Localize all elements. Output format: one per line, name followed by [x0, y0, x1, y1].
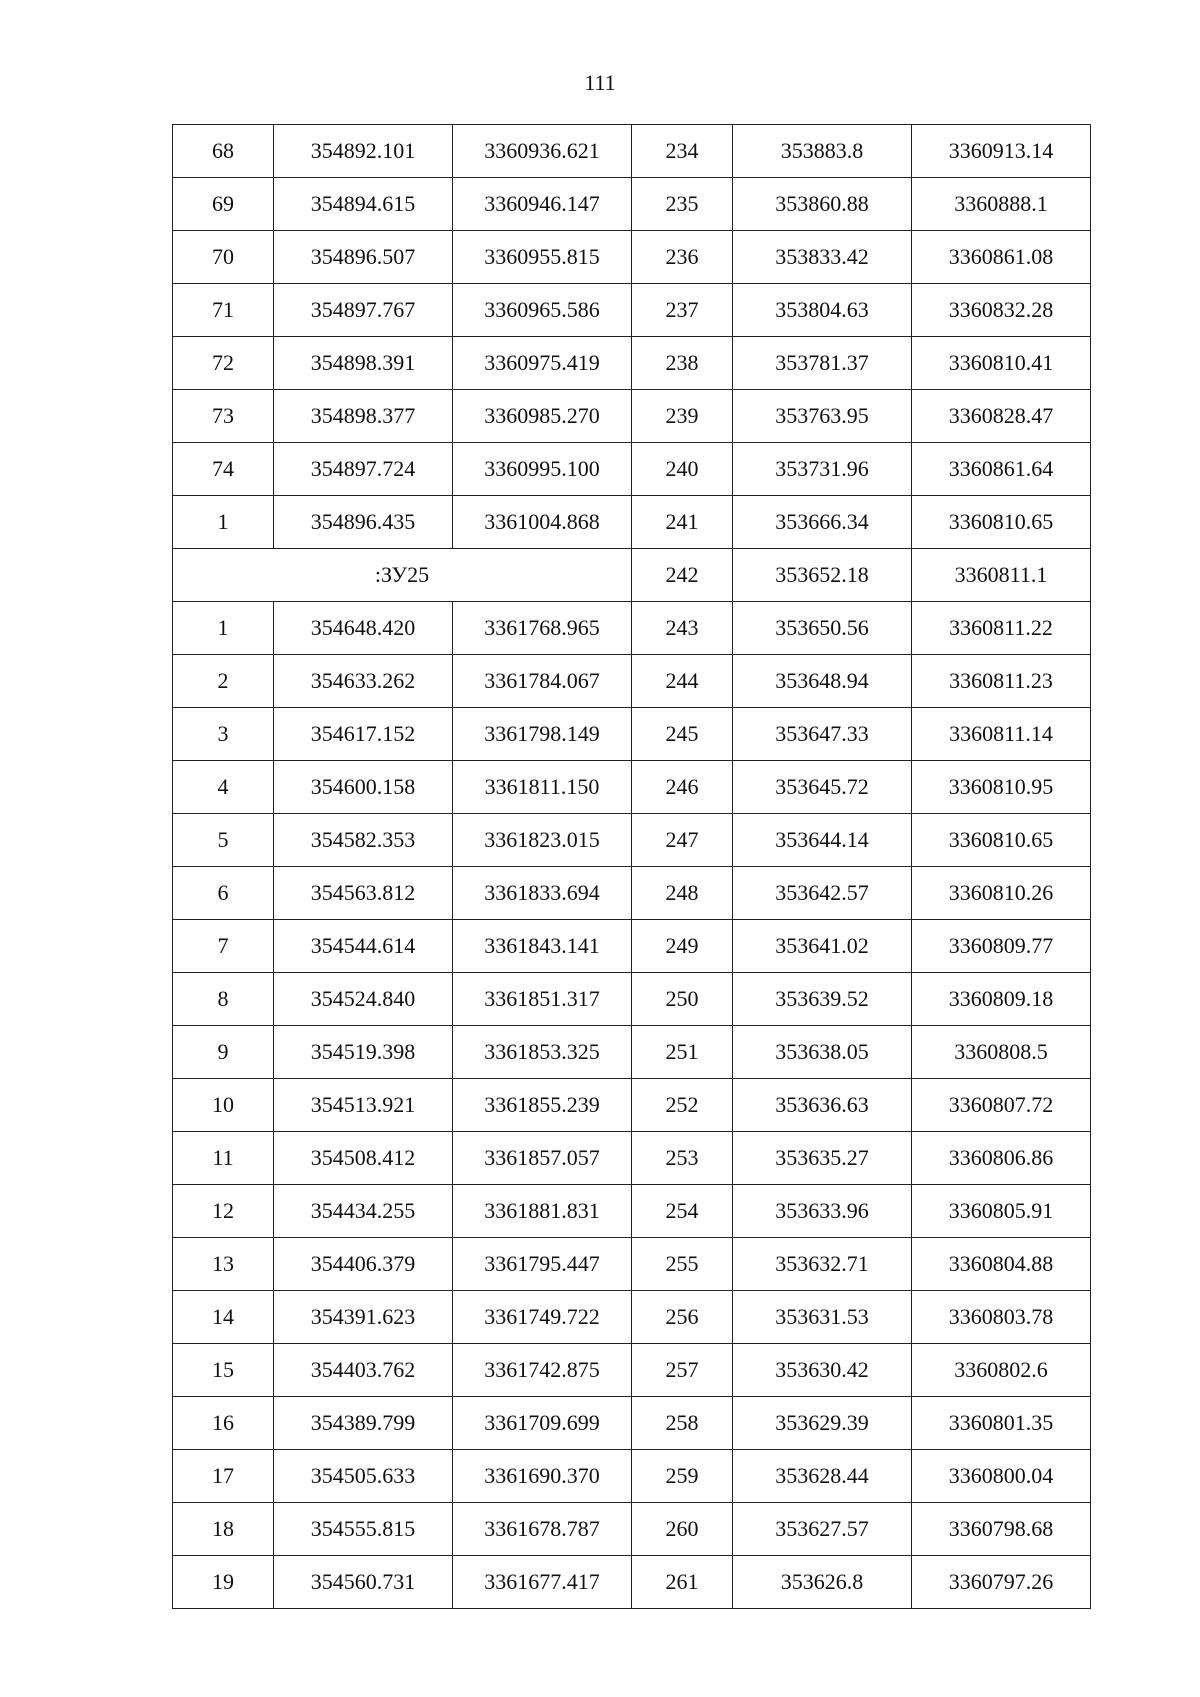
x-coordinate-cell: 353883.8 — [733, 125, 912, 178]
x-coordinate-cell: 354633.262 — [274, 655, 453, 708]
point-number-cell: 261 — [632, 1556, 733, 1609]
point-number-cell: 254 — [632, 1185, 733, 1238]
x-coordinate-cell: 353630.42 — [733, 1344, 912, 1397]
point-number-cell: 8 — [173, 973, 274, 1026]
point-number-cell: 258 — [632, 1397, 733, 1450]
x-coordinate-cell: 354648.420 — [274, 602, 453, 655]
y-coordinate-cell: 3360913.14 — [912, 125, 1091, 178]
point-number-cell: 237 — [632, 284, 733, 337]
point-number-cell: 236 — [632, 231, 733, 284]
table-row — [173, 655, 1091, 708]
x-coordinate-cell: 354600.158 — [274, 761, 453, 814]
x-coordinate-cell: 353781.37 — [733, 337, 912, 390]
y-coordinate-cell: 3360811.1 — [912, 549, 1091, 602]
y-coordinate-cell: 3360802.6 — [912, 1344, 1091, 1397]
y-coordinate-cell: 3360807.72 — [912, 1079, 1091, 1132]
y-coordinate-cell: 3361855.239 — [453, 1079, 632, 1132]
point-number-cell: 11 — [173, 1132, 274, 1185]
point-number-cell: 6 — [173, 867, 274, 920]
table-row — [173, 284, 1091, 337]
x-coordinate-cell: 353647.33 — [733, 708, 912, 761]
point-number-cell: 70 — [173, 231, 274, 284]
x-coordinate-cell: 354524.840 — [274, 973, 453, 1026]
y-coordinate-cell: 3361004.868 — [453, 496, 632, 549]
point-number-cell: 73 — [173, 390, 274, 443]
point-number-cell: 68 — [173, 125, 274, 178]
y-coordinate-cell: 3361768.965 — [453, 602, 632, 655]
y-coordinate-cell: 3361678.787 — [453, 1503, 632, 1556]
x-coordinate-cell: 353833.42 — [733, 231, 912, 284]
y-coordinate-cell: 3360811.22 — [912, 602, 1091, 655]
x-coordinate-cell: 354563.812 — [274, 867, 453, 920]
y-coordinate-cell: 3360803.78 — [912, 1291, 1091, 1344]
y-coordinate-cell: 3360805.91 — [912, 1185, 1091, 1238]
y-coordinate-cell: 3360811.23 — [912, 655, 1091, 708]
table-row — [173, 867, 1091, 920]
x-coordinate-cell: 353639.52 — [733, 973, 912, 1026]
y-coordinate-cell: 3360946.147 — [453, 178, 632, 231]
x-coordinate-cell: 354896.507 — [274, 231, 453, 284]
x-coordinate-cell: 354519.398 — [274, 1026, 453, 1079]
x-coordinate-cell: 354403.762 — [274, 1344, 453, 1397]
coordinates-table-body — [173, 125, 1091, 1609]
point-number-cell: 260 — [632, 1503, 733, 1556]
x-coordinate-cell: 353638.05 — [733, 1026, 912, 1079]
y-coordinate-cell: 3360936.621 — [453, 125, 632, 178]
y-coordinate-cell: 3361677.417 — [453, 1556, 632, 1609]
point-number-cell: 235 — [632, 178, 733, 231]
point-number-cell: 256 — [632, 1291, 733, 1344]
y-coordinate-cell: 3361851.317 — [453, 973, 632, 1026]
table-row — [173, 1344, 1091, 1397]
table-row — [173, 231, 1091, 284]
point-number-cell: 3 — [173, 708, 274, 761]
y-coordinate-cell: 3361857.057 — [453, 1132, 632, 1185]
y-coordinate-cell: 3360985.270 — [453, 390, 632, 443]
x-coordinate-cell: 354555.815 — [274, 1503, 453, 1556]
point-number-cell: 15 — [173, 1344, 274, 1397]
x-coordinate-cell: 354898.377 — [274, 390, 453, 443]
point-number-cell: 259 — [632, 1450, 733, 1503]
x-coordinate-cell: 353644.14 — [733, 814, 912, 867]
point-number-cell: 1 — [173, 602, 274, 655]
point-number-cell: 241 — [632, 496, 733, 549]
x-coordinate-cell: 353633.96 — [733, 1185, 912, 1238]
point-number-cell: 9 — [173, 1026, 274, 1079]
x-coordinate-cell: 353626.8 — [733, 1556, 912, 1609]
x-coordinate-cell: 354406.379 — [274, 1238, 453, 1291]
section-header-cell: :ЗУ25 — [173, 549, 632, 602]
table-row — [173, 761, 1091, 814]
y-coordinate-cell: 3360811.14 — [912, 708, 1091, 761]
point-number-cell: 4 — [173, 761, 274, 814]
point-number-cell: 2 — [173, 655, 274, 708]
y-coordinate-cell: 3360810.95 — [912, 761, 1091, 814]
x-coordinate-cell: 354898.391 — [274, 337, 453, 390]
point-number-cell: 1 — [173, 496, 274, 549]
y-coordinate-cell: 3360995.100 — [453, 443, 632, 496]
x-coordinate-cell: 353731.96 — [733, 443, 912, 496]
table-row — [173, 1185, 1091, 1238]
y-coordinate-cell: 3361833.694 — [453, 867, 632, 920]
point-number-cell: 69 — [173, 178, 274, 231]
point-number-cell: 239 — [632, 390, 733, 443]
point-number-cell: 234 — [632, 125, 733, 178]
y-coordinate-cell: 3361690.370 — [453, 1450, 632, 1503]
y-coordinate-cell: 3360861.08 — [912, 231, 1091, 284]
point-number-cell: 240 — [632, 443, 733, 496]
x-coordinate-cell: 353627.57 — [733, 1503, 912, 1556]
table-row — [173, 178, 1091, 231]
y-coordinate-cell: 3361798.149 — [453, 708, 632, 761]
x-coordinate-cell: 353636.63 — [733, 1079, 912, 1132]
y-coordinate-cell: 3360828.47 — [912, 390, 1091, 443]
point-number-cell: 19 — [173, 1556, 274, 1609]
x-coordinate-cell: 353641.02 — [733, 920, 912, 973]
y-coordinate-cell: 3360965.586 — [453, 284, 632, 337]
point-number-cell: 245 — [632, 708, 733, 761]
point-number-cell: 251 — [632, 1026, 733, 1079]
x-coordinate-cell: 354897.767 — [274, 284, 453, 337]
table-row — [173, 1556, 1091, 1609]
y-coordinate-cell: 3360800.04 — [912, 1450, 1091, 1503]
y-coordinate-cell: 3360801.35 — [912, 1397, 1091, 1450]
x-coordinate-cell: 353648.94 — [733, 655, 912, 708]
point-number-cell: 250 — [632, 973, 733, 1026]
y-coordinate-cell: 3361843.141 — [453, 920, 632, 973]
y-coordinate-cell: 3360797.26 — [912, 1556, 1091, 1609]
y-coordinate-cell: 3360832.28 — [912, 284, 1091, 337]
y-coordinate-cell: 3360810.65 — [912, 496, 1091, 549]
x-coordinate-cell: 354617.152 — [274, 708, 453, 761]
y-coordinate-cell: 3360808.5 — [912, 1026, 1091, 1079]
x-coordinate-cell: 353804.63 — [733, 284, 912, 337]
x-coordinate-cell: 353645.72 — [733, 761, 912, 814]
point-number-cell: 255 — [632, 1238, 733, 1291]
x-coordinate-cell: 354389.799 — [274, 1397, 453, 1450]
y-coordinate-cell: 3361811.150 — [453, 761, 632, 814]
x-coordinate-cell: 353628.44 — [733, 1450, 912, 1503]
point-number-cell: 7 — [173, 920, 274, 973]
table-row — [173, 1503, 1091, 1556]
y-coordinate-cell: 3361823.015 — [453, 814, 632, 867]
table-row — [173, 602, 1091, 655]
table-row — [173, 1079, 1091, 1132]
point-number-cell: 10 — [173, 1079, 274, 1132]
table-row — [173, 125, 1091, 178]
x-coordinate-cell: 353642.57 — [733, 867, 912, 920]
y-coordinate-cell: 3361709.699 — [453, 1397, 632, 1450]
point-number-cell: 257 — [632, 1344, 733, 1397]
table-row — [173, 337, 1091, 390]
y-coordinate-cell: 3360810.26 — [912, 867, 1091, 920]
y-coordinate-cell: 3360888.1 — [912, 178, 1091, 231]
point-number-cell: 244 — [632, 655, 733, 708]
x-coordinate-cell: 354894.615 — [274, 178, 453, 231]
y-coordinate-cell: 3360861.64 — [912, 443, 1091, 496]
x-coordinate-cell: 353763.95 — [733, 390, 912, 443]
x-coordinate-cell: 353629.39 — [733, 1397, 912, 1450]
point-number-cell: 16 — [173, 1397, 274, 1450]
table-row — [173, 973, 1091, 1026]
x-coordinate-cell: 354434.255 — [274, 1185, 453, 1238]
table-row — [173, 390, 1091, 443]
point-number-cell: 242 — [632, 549, 733, 602]
x-coordinate-cell: 353631.53 — [733, 1291, 912, 1344]
x-coordinate-cell: 353632.71 — [733, 1238, 912, 1291]
table-row — [173, 1026, 1091, 1079]
point-number-cell: 246 — [632, 761, 733, 814]
y-coordinate-cell: 3360955.815 — [453, 231, 632, 284]
x-coordinate-cell: 353635.27 — [733, 1132, 912, 1185]
x-coordinate-cell: 354513.921 — [274, 1079, 453, 1132]
coordinates-table — [172, 124, 1091, 1609]
table-row — [173, 549, 1091, 602]
point-number-cell: 72 — [173, 337, 274, 390]
x-coordinate-cell: 353860.88 — [733, 178, 912, 231]
y-coordinate-cell: 3360810.41 — [912, 337, 1091, 390]
page-number: 111 — [584, 70, 616, 95]
point-number-cell: 238 — [632, 337, 733, 390]
y-coordinate-cell: 3361853.325 — [453, 1026, 632, 1079]
x-coordinate-cell: 354896.435 — [274, 496, 453, 549]
table-row — [173, 1132, 1091, 1185]
x-coordinate-cell: 353650.56 — [733, 602, 912, 655]
x-coordinate-cell: 353652.18 — [733, 549, 912, 602]
y-coordinate-cell: 3361881.831 — [453, 1185, 632, 1238]
point-number-cell: 71 — [173, 284, 274, 337]
point-number-cell: 249 — [632, 920, 733, 973]
point-number-cell: 253 — [632, 1132, 733, 1185]
y-coordinate-cell: 3360809.18 — [912, 973, 1091, 1026]
point-number-cell: 5 — [173, 814, 274, 867]
x-coordinate-cell: 354897.724 — [274, 443, 453, 496]
y-coordinate-cell: 3361784.067 — [453, 655, 632, 708]
x-coordinate-cell: 354582.353 — [274, 814, 453, 867]
y-coordinate-cell: 3361795.447 — [453, 1238, 632, 1291]
point-number-cell: 252 — [632, 1079, 733, 1132]
point-number-cell: 13 — [173, 1238, 274, 1291]
point-number-cell: 243 — [632, 602, 733, 655]
table-row — [173, 814, 1091, 867]
y-coordinate-cell: 3361749.722 — [453, 1291, 632, 1344]
y-coordinate-cell: 3360798.68 — [912, 1503, 1091, 1556]
x-coordinate-cell: 354505.633 — [274, 1450, 453, 1503]
y-coordinate-cell: 3360806.86 — [912, 1132, 1091, 1185]
point-number-cell: 74 — [173, 443, 274, 496]
point-number-cell: 14 — [173, 1291, 274, 1344]
point-number-cell: 12 — [173, 1185, 274, 1238]
table-row — [173, 1238, 1091, 1291]
table-row — [173, 1397, 1091, 1450]
table-row — [173, 1291, 1091, 1344]
point-number-cell: 248 — [632, 867, 733, 920]
y-coordinate-cell: 3360810.65 — [912, 814, 1091, 867]
point-number-cell: 18 — [173, 1503, 274, 1556]
x-coordinate-cell: 354892.101 — [274, 125, 453, 178]
y-coordinate-cell: 3360804.88 — [912, 1238, 1091, 1291]
y-coordinate-cell: 3361742.875 — [453, 1344, 632, 1397]
x-coordinate-cell: 353666.34 — [733, 496, 912, 549]
x-coordinate-cell: 354391.623 — [274, 1291, 453, 1344]
y-coordinate-cell: 3360809.77 — [912, 920, 1091, 973]
table-row — [173, 1450, 1091, 1503]
y-coordinate-cell: 3360975.419 — [453, 337, 632, 390]
x-coordinate-cell: 354544.614 — [274, 920, 453, 973]
table-row — [173, 496, 1091, 549]
x-coordinate-cell: 354508.412 — [274, 1132, 453, 1185]
point-number-cell: 17 — [173, 1450, 274, 1503]
table-row — [173, 708, 1091, 761]
point-number-cell: 247 — [632, 814, 733, 867]
table-row — [173, 920, 1091, 973]
x-coordinate-cell: 354560.731 — [274, 1556, 453, 1609]
table-row — [173, 443, 1091, 496]
